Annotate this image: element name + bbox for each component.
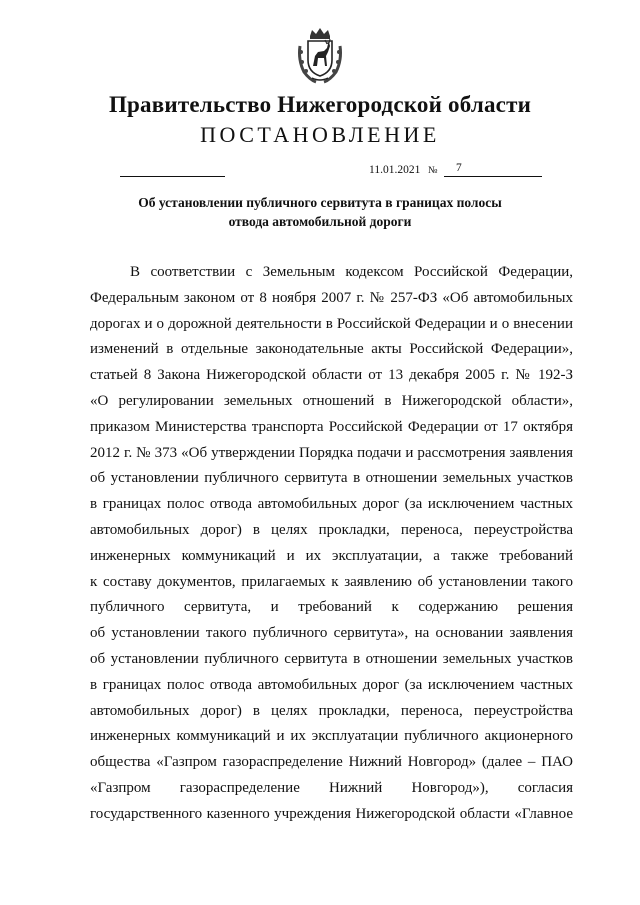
subject-line: Об установлении публичного сервитута в границах полосы bbox=[138, 195, 502, 210]
body-line: изменений в отдельные законодательные акты Российской Федерации», bbox=[90, 341, 573, 358]
body-line: об установлении такого публичного сервитута», на основании заявления bbox=[90, 625, 573, 642]
body-line: об установлении публичного сервитута в отношении земельных участков bbox=[90, 650, 573, 667]
body-line: инженерных коммуникаций и их эксплуатации, а также требований bbox=[90, 547, 573, 564]
coat-of-arms-icon bbox=[296, 26, 344, 84]
document-date: 11.01.2021 bbox=[369, 164, 421, 176]
body-line: «О регулировании земельных отношений в Нижегородской области», bbox=[90, 392, 573, 409]
body-line: 2012 г. № 373 «Об утверждении Порядка подачи и рассмотрения заявления bbox=[90, 444, 573, 461]
document-body bbox=[90, 260, 573, 828]
signature-line bbox=[120, 176, 225, 177]
body-line: приказом Министерства транспорта Российской Федерации от 17 октября bbox=[90, 418, 573, 435]
body-line: дорогах и о дорожной деятельности в Российской Федерации и о внесении bbox=[90, 315, 573, 332]
body-line: статьей 8 Закона Нижегородской области от 13 декабря 2005 г. № 192-З bbox=[90, 367, 573, 384]
body-line: в границах полос отвода автомобильных дорог (за исключением частных bbox=[90, 676, 573, 693]
body-line: В соответствии с Земельным кодексом Российской Федерации, bbox=[130, 264, 573, 280]
body-line: автомобильных дорог) в целях прокладки, переноса, переустройства bbox=[90, 521, 573, 538]
body-line: об установлении публичного сервитута в отношении земельных участков bbox=[90, 470, 573, 487]
body-line: инженерных коммуникаций и их эксплуатации публичного акционерного bbox=[90, 728, 573, 745]
document-type: ПОСТАНОВЛЕНИЕ bbox=[200, 122, 440, 147]
body-line: государственного казенного учреждения Нижегородской области «Главное bbox=[90, 805, 573, 822]
body-line: Федеральным законом от 8 ноября 2007 г. № 257-ФЗ «Об автомобильных bbox=[90, 289, 573, 306]
body-line: к составу документов, прилагаемых к заявлению об установлении такого bbox=[90, 573, 573, 590]
body-line: автомобильных дорог) в целях прокладки, переноса, переустройства bbox=[90, 702, 573, 719]
body-line: публичного сервитута, и требований к содержанию решения bbox=[90, 599, 573, 616]
subject-line: отвода автомобильной дороги bbox=[228, 214, 412, 229]
body-line: «Газпром газораспределение Нижний Новгород»), согласия bbox=[90, 779, 573, 796]
document-subject bbox=[90, 193, 550, 231]
body-line: в границах полос отвода автомобильных дорог (за исключением частных bbox=[90, 496, 573, 513]
document-number: 7 bbox=[456, 162, 462, 174]
document-number-field bbox=[444, 161, 542, 177]
organization-title: Правительство Нижегородской области bbox=[108, 92, 532, 117]
number-label: № bbox=[428, 165, 438, 176]
body-line: общества «Газпром газораспределение Нижний Новгород» (далее – ПАО bbox=[90, 754, 573, 771]
